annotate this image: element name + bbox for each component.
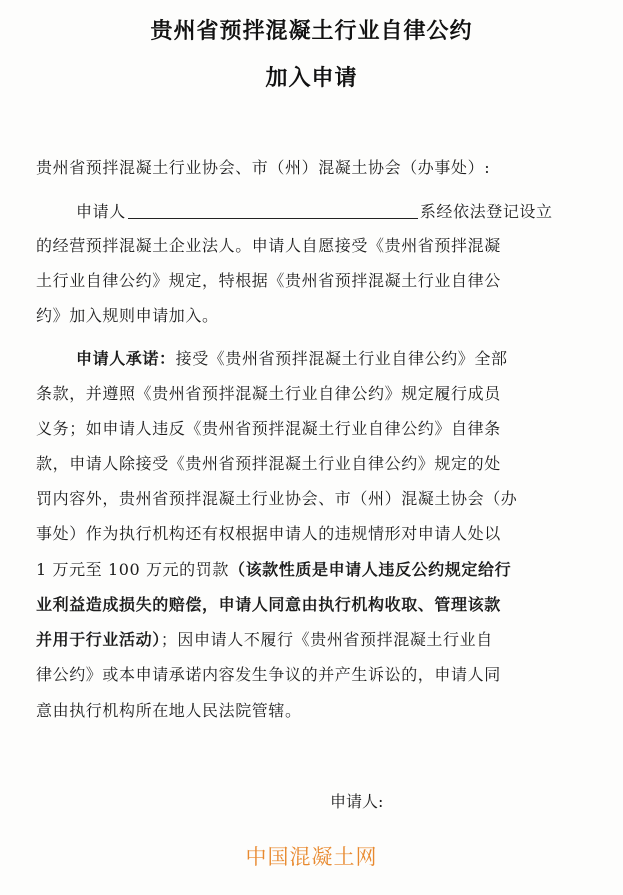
applicant-name-blank[interactable]: [128, 202, 418, 219]
para2-line1: [36, 348, 592, 370]
para2-line5: 罚内容外，贵州省预拌混凝土行业协会、市（州）混凝土协会（办: [36, 489, 518, 508]
para2-line1-rest: 接受《贵州省预拌混凝土行业自律公约》全部: [175, 349, 508, 368]
para2-line3: 义务；如申请人违反《贵州省预拌混凝土行业自律公约》自律条: [36, 419, 501, 438]
salutation: 贵州省预拌混凝土行业协会、市（州）混凝土协会（办事处）:: [36, 158, 491, 177]
para1-line4: 约》加入规则申请加入。: [36, 306, 219, 325]
applicant-label: 申请人: [76, 202, 126, 221]
para2-line6: 事处）作为执行机构还有权根据申请人的违规情形对申请人处以: [36, 524, 501, 543]
para2-line9-bold: 并用于行业活动）: [36, 630, 161, 649]
para2-line9: [36, 629, 592, 651]
para2-line10: 律公约》或本申请承诺内容发生争议的并产生诉讼的，申请人同: [36, 665, 501, 684]
para2-line4: 款，申请人除接受《贵州省预拌混凝土行业自律公约》规定的处: [36, 454, 501, 473]
para2-line9-rest: ；因申请人不履行《贵州省预拌混凝土行业自: [160, 630, 493, 649]
para1-line2: 的经营预拌混凝土企业法人。申请人自愿接受《贵州省预拌混凝: [36, 236, 501, 255]
para2-line8: 业利益造成损失的赔偿，申请人同意由执行机构收取、管理该款: [36, 595, 501, 614]
para2-line7: [36, 559, 592, 581]
para1-line1-suffix: 系经依法登记设立: [419, 202, 553, 221]
title-line-2: 加入申请: [265, 66, 358, 91]
site-watermark: 中国混凝土网: [245, 845, 378, 869]
para1-line1: [36, 201, 592, 223]
para2-line2: 条款，并遵照《贵州省预拌混凝土行业自律公约》规定履行成员: [36, 384, 501, 403]
fine-range: 1 万元至 100 万元的罚款: [36, 560, 229, 579]
commitment-heading: 申请人承诺：: [76, 349, 176, 368]
para2-line7-bold: （该款性质是申请人违反公约规定给行: [228, 560, 512, 579]
para2-line11: 意由执行机构所在地人民法院管辖。: [36, 701, 302, 720]
signature-label: 申请人:: [330, 792, 384, 811]
para1-line3: 土行业自律公约》规定，特根据《贵州省预拌混凝土行业自律公: [36, 271, 501, 290]
title-line-1: 贵州省预拌混凝土行业自律公约: [150, 19, 473, 44]
